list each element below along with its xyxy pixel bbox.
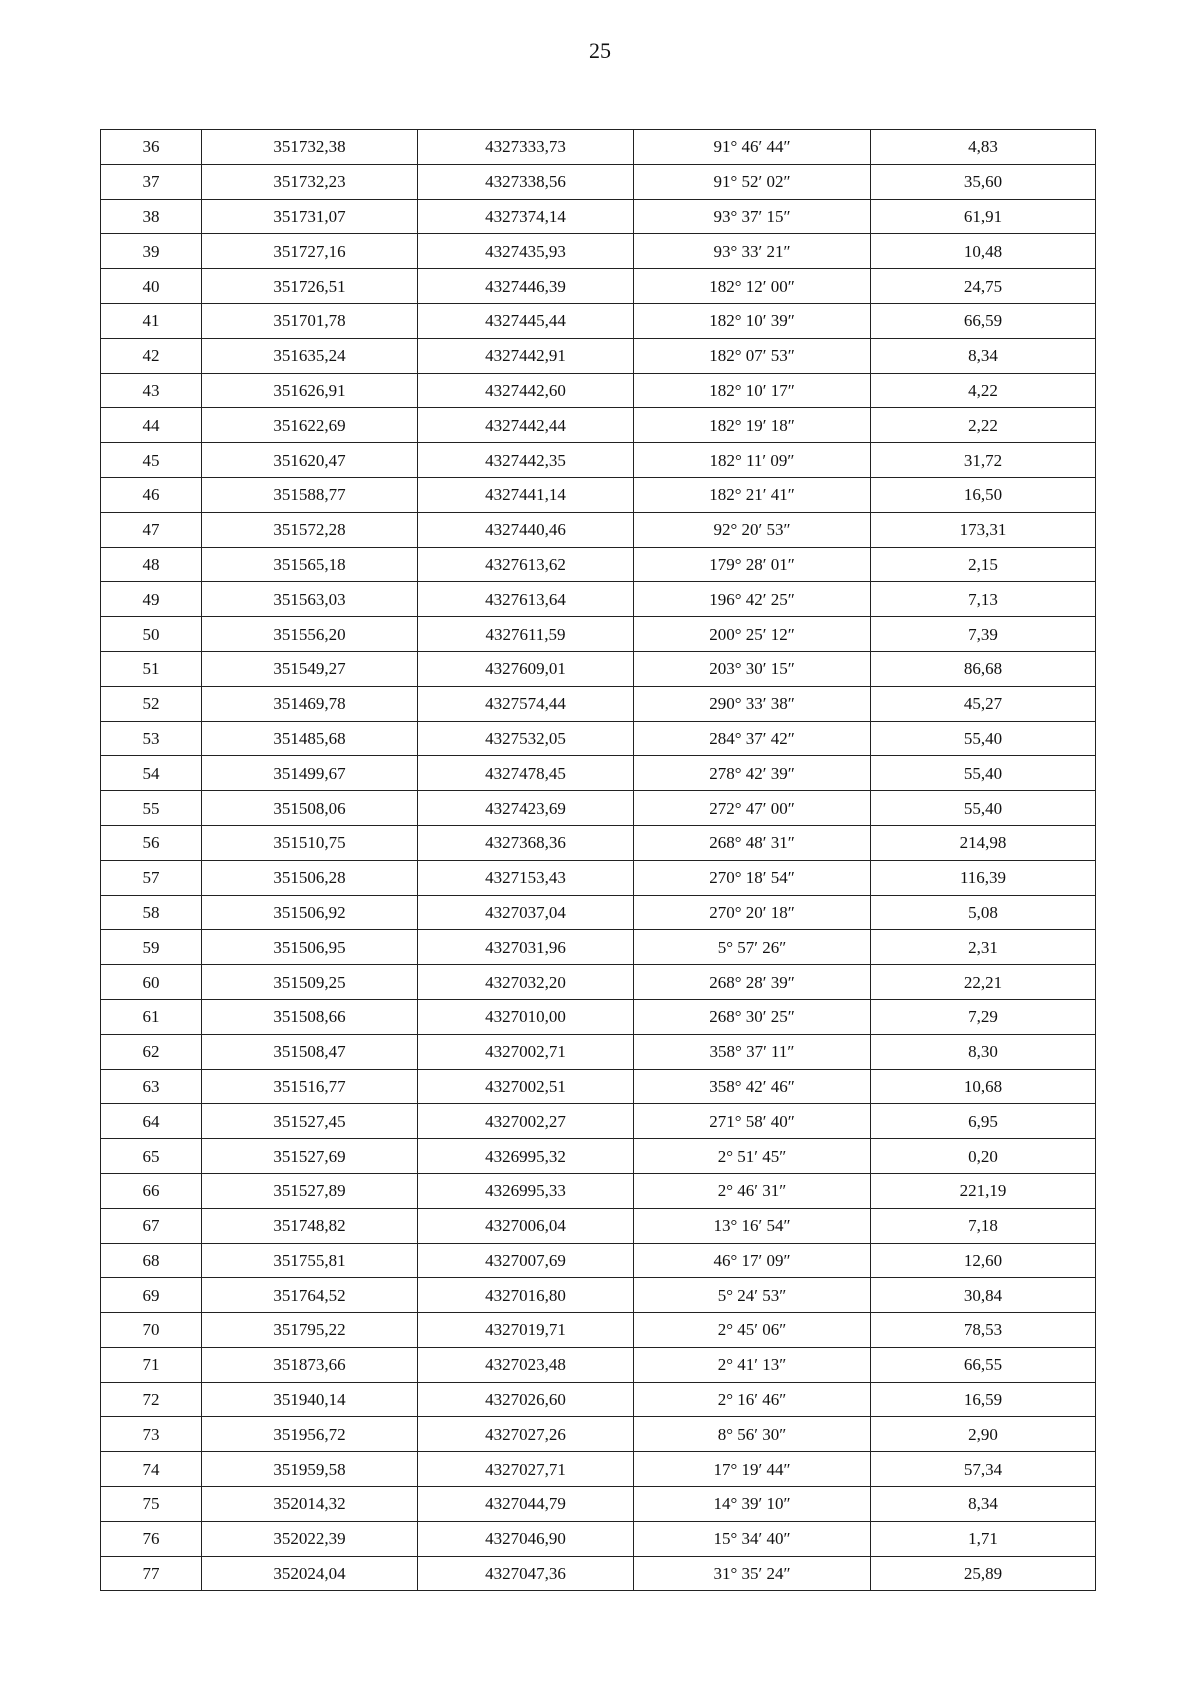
distance-cell: 66,59: [871, 303, 1096, 338]
table-row: [101, 791, 1096, 826]
distance-cell: 16,50: [871, 477, 1096, 512]
y-coordinate-cell: 4327153,43: [418, 860, 634, 895]
y-coordinate-cell: 4326995,33: [418, 1173, 634, 1208]
y-coordinate-cell: 4327023,48: [418, 1347, 634, 1382]
distance-cell: 5,08: [871, 895, 1096, 930]
point-number-cell: 43: [101, 373, 202, 408]
y-coordinate-cell: 4327446,39: [418, 269, 634, 304]
bearing-angle-cell: 91° 52′ 02″: [634, 164, 871, 199]
table-row: [101, 1313, 1096, 1348]
x-coordinate-cell: 351508,47: [202, 1034, 418, 1069]
bearing-angle-cell: 179° 28′ 01″: [634, 547, 871, 582]
x-coordinate-cell: 351873,66: [202, 1347, 418, 1382]
y-coordinate-cell: 4327026,60: [418, 1382, 634, 1417]
point-number-cell: 71: [101, 1347, 202, 1382]
bearing-angle-cell: 2° 45′ 06″: [634, 1313, 871, 1348]
table-row: [101, 1521, 1096, 1556]
y-coordinate-cell: 4327368,36: [418, 825, 634, 860]
distance-cell: 1,71: [871, 1521, 1096, 1556]
distance-cell: 2,90: [871, 1417, 1096, 1452]
table-row: [101, 164, 1096, 199]
x-coordinate-cell: 352014,32: [202, 1487, 418, 1522]
point-number-cell: 65: [101, 1139, 202, 1174]
x-coordinate-cell: 351731,07: [202, 199, 418, 234]
point-number-cell: 52: [101, 686, 202, 721]
x-coordinate-cell: 351726,51: [202, 269, 418, 304]
x-coordinate-cell: 351508,06: [202, 791, 418, 826]
distance-cell: 61,91: [871, 199, 1096, 234]
table-row: [101, 930, 1096, 965]
table-row: [101, 477, 1096, 512]
y-coordinate-cell: 4327613,62: [418, 547, 634, 582]
point-number-cell: 67: [101, 1208, 202, 1243]
bearing-angle-cell: 270° 20′ 18″: [634, 895, 871, 930]
distance-cell: 86,68: [871, 651, 1096, 686]
distance-cell: 221,19: [871, 1173, 1096, 1208]
bearing-angle-cell: 2° 46′ 31″: [634, 1173, 871, 1208]
point-number-cell: 39: [101, 234, 202, 269]
distance-cell: 8,30: [871, 1034, 1096, 1069]
bearing-angle-cell: 182° 07′ 53″: [634, 338, 871, 373]
distance-cell: 25,89: [871, 1556, 1096, 1591]
bearing-angle-cell: 14° 39′ 10″: [634, 1487, 871, 1522]
y-coordinate-cell: 4327002,71: [418, 1034, 634, 1069]
x-coordinate-cell: 351506,92: [202, 895, 418, 930]
point-number-cell: 77: [101, 1556, 202, 1591]
y-coordinate-cell: 4327613,64: [418, 582, 634, 617]
distance-cell: 8,34: [871, 338, 1096, 373]
table-row: [101, 965, 1096, 1000]
point-number-cell: 72: [101, 1382, 202, 1417]
point-number-cell: 56: [101, 825, 202, 860]
bearing-angle-cell: 284° 37′ 42″: [634, 721, 871, 756]
point-number-cell: 51: [101, 651, 202, 686]
point-number-cell: 74: [101, 1452, 202, 1487]
y-coordinate-cell: 4327338,56: [418, 164, 634, 199]
bearing-angle-cell: 46° 17′ 09″: [634, 1243, 871, 1278]
point-number-cell: 50: [101, 617, 202, 652]
x-coordinate-cell: 351469,78: [202, 686, 418, 721]
point-number-cell: 45: [101, 443, 202, 478]
x-coordinate-cell: 351508,66: [202, 999, 418, 1034]
bearing-angle-cell: 93° 37′ 15″: [634, 199, 871, 234]
point-number-cell: 62: [101, 1034, 202, 1069]
distance-cell: 10,68: [871, 1069, 1096, 1104]
x-coordinate-cell: 351764,52: [202, 1278, 418, 1313]
table-row: [101, 443, 1096, 478]
table-row: [101, 1173, 1096, 1208]
point-number-cell: 40: [101, 269, 202, 304]
x-coordinate-cell: 351506,95: [202, 930, 418, 965]
table-row: [101, 651, 1096, 686]
distance-cell: 55,40: [871, 791, 1096, 826]
distance-cell: 7,29: [871, 999, 1096, 1034]
x-coordinate-cell: 351626,91: [202, 373, 418, 408]
point-number-cell: 47: [101, 512, 202, 547]
y-coordinate-cell: 4327442,60: [418, 373, 634, 408]
x-coordinate-cell: 351485,68: [202, 721, 418, 756]
bearing-angle-cell: 92° 20′ 53″: [634, 512, 871, 547]
table-row: [101, 1452, 1096, 1487]
table-row: [101, 1104, 1096, 1139]
x-coordinate-cell: 351527,45: [202, 1104, 418, 1139]
point-number-cell: 58: [101, 895, 202, 930]
x-coordinate-cell: 351509,25: [202, 965, 418, 1000]
y-coordinate-cell: 4327027,26: [418, 1417, 634, 1452]
bearing-angle-cell: 268° 28′ 39″: [634, 965, 871, 1000]
point-number-cell: 73: [101, 1417, 202, 1452]
point-number-cell: 60: [101, 965, 202, 1000]
distance-cell: 78,53: [871, 1313, 1096, 1348]
distance-cell: 2,31: [871, 930, 1096, 965]
table-row: [101, 825, 1096, 860]
distance-cell: 10,48: [871, 234, 1096, 269]
x-coordinate-cell: 351565,18: [202, 547, 418, 582]
y-coordinate-cell: 4327002,27: [418, 1104, 634, 1139]
y-coordinate-cell: 4327445,44: [418, 303, 634, 338]
bearing-angle-cell: 200° 25′ 12″: [634, 617, 871, 652]
point-number-cell: 44: [101, 408, 202, 443]
x-coordinate-cell: 351527,69: [202, 1139, 418, 1174]
table-row: [101, 721, 1096, 756]
table-row: [101, 1347, 1096, 1382]
x-coordinate-cell: 351516,77: [202, 1069, 418, 1104]
distance-cell: 7,18: [871, 1208, 1096, 1243]
distance-cell: 35,60: [871, 164, 1096, 199]
distance-cell: 30,84: [871, 1278, 1096, 1313]
x-coordinate-cell: 352022,39: [202, 1521, 418, 1556]
y-coordinate-cell: 4327478,45: [418, 756, 634, 791]
distance-cell: 24,75: [871, 269, 1096, 304]
bearing-angle-cell: 272° 47′ 00″: [634, 791, 871, 826]
x-coordinate-cell: 352024,04: [202, 1556, 418, 1591]
distance-cell: 57,34: [871, 1452, 1096, 1487]
x-coordinate-cell: 351635,24: [202, 338, 418, 373]
x-coordinate-cell: 351620,47: [202, 443, 418, 478]
bearing-angle-cell: 2° 41′ 13″: [634, 1347, 871, 1382]
y-coordinate-cell: 4327006,04: [418, 1208, 634, 1243]
bearing-angle-cell: 8° 56′ 30″: [634, 1417, 871, 1452]
distance-cell: 2,15: [871, 547, 1096, 582]
y-coordinate-cell: 4327037,04: [418, 895, 634, 930]
point-number-cell: 46: [101, 477, 202, 512]
point-number-cell: 61: [101, 999, 202, 1034]
distance-cell: 22,21: [871, 965, 1096, 1000]
x-coordinate-cell: 351940,14: [202, 1382, 418, 1417]
y-coordinate-cell: 4327010,00: [418, 999, 634, 1034]
page-number: 25: [589, 38, 611, 63]
table-row: [101, 338, 1096, 373]
bearing-angle-cell: 17° 19′ 44″: [634, 1452, 871, 1487]
table-row: [101, 1556, 1096, 1591]
bearing-angle-cell: 5° 57′ 26″: [634, 930, 871, 965]
x-coordinate-cell: 351510,75: [202, 825, 418, 860]
y-coordinate-cell: 4327044,79: [418, 1487, 634, 1522]
distance-cell: 31,72: [871, 443, 1096, 478]
bearing-angle-cell: 13° 16′ 54″: [634, 1208, 871, 1243]
x-coordinate-cell: 351959,58: [202, 1452, 418, 1487]
distance-cell: 55,40: [871, 756, 1096, 791]
distance-cell: 4,22: [871, 373, 1096, 408]
distance-cell: 116,39: [871, 860, 1096, 895]
table-row: [101, 1382, 1096, 1417]
y-coordinate-cell: 4327002,51: [418, 1069, 634, 1104]
table-row: [101, 512, 1096, 547]
point-number-cell: 49: [101, 582, 202, 617]
x-coordinate-cell: 351563,03: [202, 582, 418, 617]
x-coordinate-cell: 351588,77: [202, 477, 418, 512]
table-row: [101, 303, 1096, 338]
distance-cell: 0,20: [871, 1139, 1096, 1174]
distance-cell: 7,39: [871, 617, 1096, 652]
y-coordinate-cell: 4327609,01: [418, 651, 634, 686]
distance-cell: 173,31: [871, 512, 1096, 547]
table-row: [101, 860, 1096, 895]
y-coordinate-cell: 4327046,90: [418, 1521, 634, 1556]
bearing-angle-cell: 15° 34′ 40″: [634, 1521, 871, 1556]
distance-cell: 4,83: [871, 130, 1096, 165]
point-number-cell: 70: [101, 1313, 202, 1348]
table-row: [101, 1139, 1096, 1174]
x-coordinate-cell: 351572,28: [202, 512, 418, 547]
x-coordinate-cell: 351732,38: [202, 130, 418, 165]
y-coordinate-cell: 4327611,59: [418, 617, 634, 652]
y-coordinate-cell: 4327031,96: [418, 930, 634, 965]
point-number-cell: 64: [101, 1104, 202, 1139]
table-row: [101, 999, 1096, 1034]
bearing-angle-cell: 5° 24′ 53″: [634, 1278, 871, 1313]
y-coordinate-cell: 4327007,69: [418, 1243, 634, 1278]
bearing-angle-cell: 182° 11′ 09″: [634, 443, 871, 478]
table-row: [101, 373, 1096, 408]
bearing-angle-cell: 358° 42′ 46″: [634, 1069, 871, 1104]
coordinates-table-body: [101, 130, 1096, 1591]
y-coordinate-cell: 4327047,36: [418, 1556, 634, 1591]
table-row: [101, 269, 1096, 304]
point-number-cell: 42: [101, 338, 202, 373]
table-row: [101, 756, 1096, 791]
x-coordinate-cell: 351755,81: [202, 1243, 418, 1278]
x-coordinate-cell: 351727,16: [202, 234, 418, 269]
y-coordinate-cell: 4327441,14: [418, 477, 634, 512]
table-row: [101, 547, 1096, 582]
table-row: [101, 686, 1096, 721]
bearing-angle-cell: 271° 58′ 40″: [634, 1104, 871, 1139]
bearing-angle-cell: 182° 10′ 39″: [634, 303, 871, 338]
point-number-cell: 68: [101, 1243, 202, 1278]
bearing-angle-cell: 182° 21′ 41″: [634, 477, 871, 512]
x-coordinate-cell: 351506,28: [202, 860, 418, 895]
table-row: [101, 234, 1096, 269]
distance-cell: 8,34: [871, 1487, 1096, 1522]
x-coordinate-cell: 351527,89: [202, 1173, 418, 1208]
table-row: [101, 895, 1096, 930]
point-number-cell: 48: [101, 547, 202, 582]
bearing-angle-cell: 268° 30′ 25″: [634, 999, 871, 1034]
x-coordinate-cell: 351732,23: [202, 164, 418, 199]
point-number-cell: 38: [101, 199, 202, 234]
y-coordinate-cell: 4326995,32: [418, 1139, 634, 1174]
y-coordinate-cell: 4327333,73: [418, 130, 634, 165]
bearing-angle-cell: 290° 33′ 38″: [634, 686, 871, 721]
table-row: [101, 130, 1096, 165]
bearing-angle-cell: 2° 51′ 45″: [634, 1139, 871, 1174]
point-number-cell: 69: [101, 1278, 202, 1313]
x-coordinate-cell: 351748,82: [202, 1208, 418, 1243]
y-coordinate-cell: 4327442,35: [418, 443, 634, 478]
y-coordinate-cell: 4327032,20: [418, 965, 634, 1000]
bearing-angle-cell: 278° 42′ 39″: [634, 756, 871, 791]
table-row: [101, 1278, 1096, 1313]
point-number-cell: 53: [101, 721, 202, 756]
y-coordinate-cell: 4327574,44: [418, 686, 634, 721]
point-number-cell: 41: [101, 303, 202, 338]
y-coordinate-cell: 4327016,80: [418, 1278, 634, 1313]
distance-cell: 2,22: [871, 408, 1096, 443]
distance-cell: 45,27: [871, 686, 1096, 721]
x-coordinate-cell: 351956,72: [202, 1417, 418, 1452]
table-row: [101, 1487, 1096, 1522]
bearing-angle-cell: 182° 19′ 18″: [634, 408, 871, 443]
point-number-cell: 75: [101, 1487, 202, 1522]
distance-cell: 6,95: [871, 1104, 1096, 1139]
table-row: [101, 1417, 1096, 1452]
bearing-angle-cell: 358° 37′ 11″: [634, 1034, 871, 1069]
point-number-cell: 57: [101, 860, 202, 895]
y-coordinate-cell: 4327019,71: [418, 1313, 634, 1348]
point-number-cell: 76: [101, 1521, 202, 1556]
bearing-angle-cell: 2° 16′ 46″: [634, 1382, 871, 1417]
bearing-angle-cell: 91° 46′ 44″: [634, 130, 871, 165]
table-row: [101, 408, 1096, 443]
y-coordinate-cell: 4327532,05: [418, 721, 634, 756]
bearing-angle-cell: 93° 33′ 21″: [634, 234, 871, 269]
x-coordinate-cell: 351549,27: [202, 651, 418, 686]
x-coordinate-cell: 351499,67: [202, 756, 418, 791]
bearing-angle-cell: 196° 42′ 25″: [634, 582, 871, 617]
point-number-cell: 37: [101, 164, 202, 199]
distance-cell: 66,55: [871, 1347, 1096, 1382]
y-coordinate-cell: 4327027,71: [418, 1452, 634, 1487]
x-coordinate-cell: 351795,22: [202, 1313, 418, 1348]
point-number-cell: 66: [101, 1173, 202, 1208]
distance-cell: 16,59: [871, 1382, 1096, 1417]
x-coordinate-cell: 351622,69: [202, 408, 418, 443]
table-row: [101, 1243, 1096, 1278]
bearing-angle-cell: 270° 18′ 54″: [634, 860, 871, 895]
y-coordinate-cell: 4327435,93: [418, 234, 634, 269]
table-row: [101, 199, 1096, 234]
bearing-angle-cell: 31° 35′ 24″: [634, 1556, 871, 1591]
point-number-cell: 55: [101, 791, 202, 826]
table-row: [101, 617, 1096, 652]
table-row: [101, 1208, 1096, 1243]
distance-cell: 12,60: [871, 1243, 1096, 1278]
y-coordinate-cell: 4327374,14: [418, 199, 634, 234]
x-coordinate-cell: 351701,78: [202, 303, 418, 338]
table-row: [101, 1069, 1096, 1104]
point-number-cell: 36: [101, 130, 202, 165]
y-coordinate-cell: 4327442,91: [418, 338, 634, 373]
point-number-cell: 63: [101, 1069, 202, 1104]
point-number-cell: 54: [101, 756, 202, 791]
coordinates-table: [100, 129, 1096, 1591]
distance-cell: 7,13: [871, 582, 1096, 617]
y-coordinate-cell: 4327423,69: [418, 791, 634, 826]
bearing-angle-cell: 182° 12′ 00″: [634, 269, 871, 304]
table-row: [101, 1034, 1096, 1069]
x-coordinate-cell: 351556,20: [202, 617, 418, 652]
bearing-angle-cell: 203° 30′ 15″: [634, 651, 871, 686]
table-row: [101, 582, 1096, 617]
y-coordinate-cell: 4327440,46: [418, 512, 634, 547]
distance-cell: 55,40: [871, 721, 1096, 756]
point-number-cell: 59: [101, 930, 202, 965]
bearing-angle-cell: 268° 48′ 31″: [634, 825, 871, 860]
y-coordinate-cell: 4327442,44: [418, 408, 634, 443]
distance-cell: 214,98: [871, 825, 1096, 860]
bearing-angle-cell: 182° 10′ 17″: [634, 373, 871, 408]
